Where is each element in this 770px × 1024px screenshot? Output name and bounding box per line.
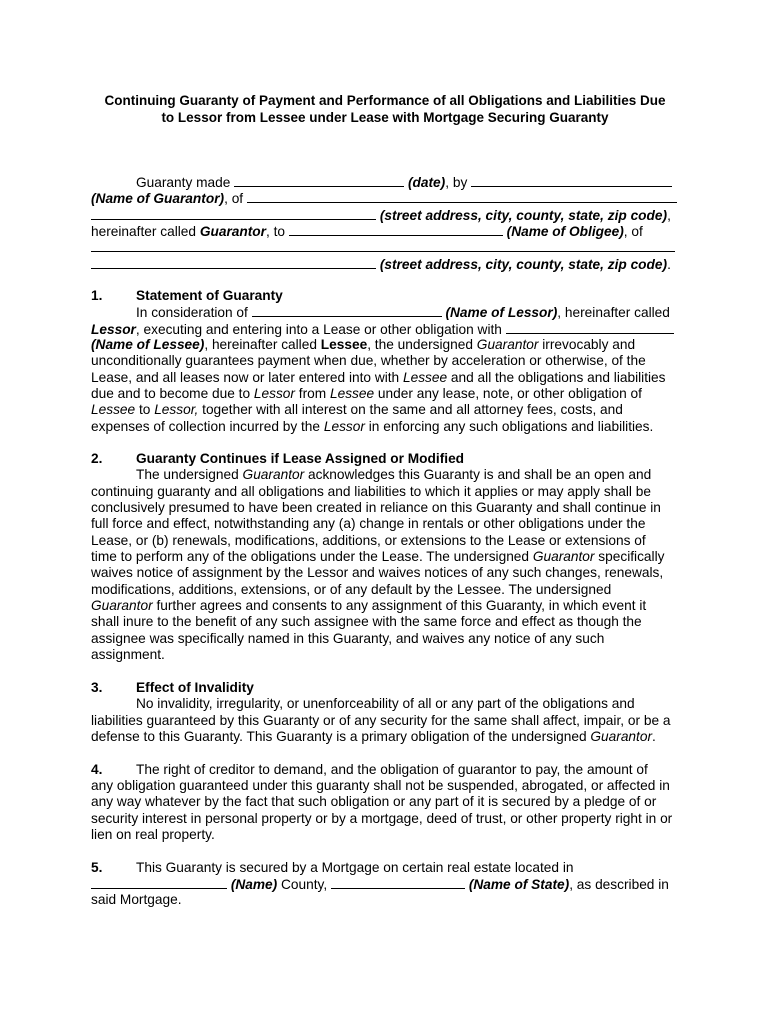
- obligee-name-blank[interactable]: [289, 223, 503, 236]
- obligee-address-blank-2[interactable]: [91, 256, 376, 269]
- guarantor-name-blank[interactable]: [471, 174, 672, 187]
- intro-line-6: (street address, city, county, state, zip code).: [91, 256, 770, 273]
- county-name-blank[interactable]: [91, 876, 227, 889]
- s2-line-6: time to perform any of the obligations under the Lease. The undersigned Guarantor specifically: [91, 549, 665, 564]
- s2-line-1: The undersigned Guarantor acknowledges this Guaranty is and shall be an open and: [136, 467, 652, 482]
- state-name-blank[interactable]: [331, 876, 465, 889]
- title-line-1: Continuing Guaranty of Payment and Performance of all Obligations and Liabilities Due: [104, 93, 666, 108]
- section-4-number: 4.: [91, 762, 103, 777]
- s5-line-1: This Guaranty is secured by a Mortgage on certain real estate located in: [136, 860, 574, 875]
- intro-line-4: hereinafter called Guarantor, to (Name of Obligee), of: [91, 224, 643, 239]
- s5-line-3: said Mortgage.: [91, 892, 182, 907]
- s2-line-11: assignee was specifically named in this Guaranty, and waives any notice of any such: [91, 631, 605, 646]
- s2-line-9: Guarantor further agrees and consents to any assignment of this Guaranty, in which event it: [91, 598, 647, 613]
- s2-line-4: full force and effect, notwithstanding any (a) change in rentals or other obligations under the: [91, 516, 646, 531]
- s1-line-5: Lease, and all leases now or later entered into with Lessee and all the obligations and liabilities: [91, 370, 666, 385]
- s2-line-7: waives notice of assignment by the Lessor and waives notices of any such changes, renewals,: [91, 565, 664, 580]
- s3-line-1: No invalidity, irregularity, or unenforceability of all or any part of the obligations and: [136, 696, 635, 711]
- s1-line-8: expenses of collection incurred by the Lessor in enforcing any such obligations and liabilities.: [91, 419, 654, 434]
- s4-line-1: The right of creditor to demand, and the obligation of guarantor to pay, the amount of: [136, 762, 648, 777]
- s3-line-2: liabilities guaranteed by this Guaranty or of any security for the same shall affect, impair, or be a: [91, 713, 671, 728]
- guarantor-address-blank-1[interactable]: [247, 190, 677, 203]
- date-blank[interactable]: [234, 174, 404, 187]
- s2-line-12: assignment.: [91, 647, 165, 662]
- s1-line-3: (Name of Lessee), hereinafter called Lessee, the undersigned Guarantor irrevocably and: [91, 337, 636, 352]
- intro-line-2: (Name of Guarantor), of: [91, 190, 770, 207]
- title-line-2: to Lessor from Lessee under Lease with Mortgage Securing Guaranty: [161, 109, 609, 125]
- s4-line-3: any way whatever by the fact that such obligation or any part of it is secured by a pledge of or: [91, 794, 657, 809]
- section-2-heading: Guaranty Continues if Lease Assigned or Modified: [136, 451, 465, 466]
- s4-line-4: security interest in personal property or by a mortgage, deed of trust, or other property right in or: [91, 811, 673, 826]
- section-5-number: 5.: [91, 860, 103, 875]
- guarantor-address-blank-2[interactable]: [91, 207, 376, 220]
- lessee-name-blank[interactable]: [506, 321, 674, 334]
- section-3-heading: Effect of Invalidity: [136, 680, 254, 695]
- obligee-address-blank-1[interactable]: [91, 239, 675, 252]
- s4-line-2: any obligation guaranteed under this guaranty shall not be suspended, abrogated, or affected in: [91, 778, 670, 793]
- lessor-name-blank[interactable]: [252, 304, 442, 317]
- s2-line-10: shall inure to the benefit of any such assignee with the same force and effect as though the: [91, 614, 642, 629]
- s3-line-3: defense to this Guaranty. This Guaranty is a primary obligation of the undersigned Guarantor.: [91, 729, 656, 744]
- s1-line-4: unconditionally guarantees payment when due, whether by acceleration or otherwise, of the: [91, 353, 646, 368]
- s1-line-1: In consideration of (Name of Lessor), hereinafter called: [136, 305, 670, 320]
- intro-line-1: Guaranty made (date), by: [136, 174, 770, 191]
- section-1-heading: Statement of Guaranty: [136, 288, 283, 303]
- section-2-number: 2.: [91, 451, 103, 466]
- s5-line-2: (Name) County, (Name of State), as described in: [91, 876, 770, 893]
- section-1-number: 1.: [91, 288, 103, 303]
- s1-line-6: due and to become due to Lessor from Lessee under any lease, note, or other obligation of: [91, 386, 642, 401]
- s2-line-3: conclusively presumed to have been created in reliance on this Guaranty and shall continue in: [91, 500, 661, 515]
- s1-line-2: Lessor, executing and entering into a Lease or other obligation with: [91, 321, 770, 338]
- document-title: [80, 93, 690, 126]
- s4-line-5: lien on real property.: [91, 827, 215, 842]
- section-3-number: 3.: [91, 680, 103, 695]
- intro-line-3: (street address, city, county, state, zip code),: [91, 207, 770, 224]
- intro-line-5: [91, 239, 770, 256]
- s2-line-2: continuing guaranty and all obligations and liabilities to which it applies or may apply shall be: [91, 484, 652, 499]
- s1-line-7: Lessee to Lessor, together with all interest on the same and all attorney fees, costs, and: [91, 402, 623, 417]
- s2-line-8: modifications, additions, extensions, or of any default by the Lessee. The undersigned: [91, 582, 612, 597]
- s2-line-5: Lease, or (b) renewals, modifications, additions, or extensions to the Lease or extensions of: [91, 533, 646, 548]
